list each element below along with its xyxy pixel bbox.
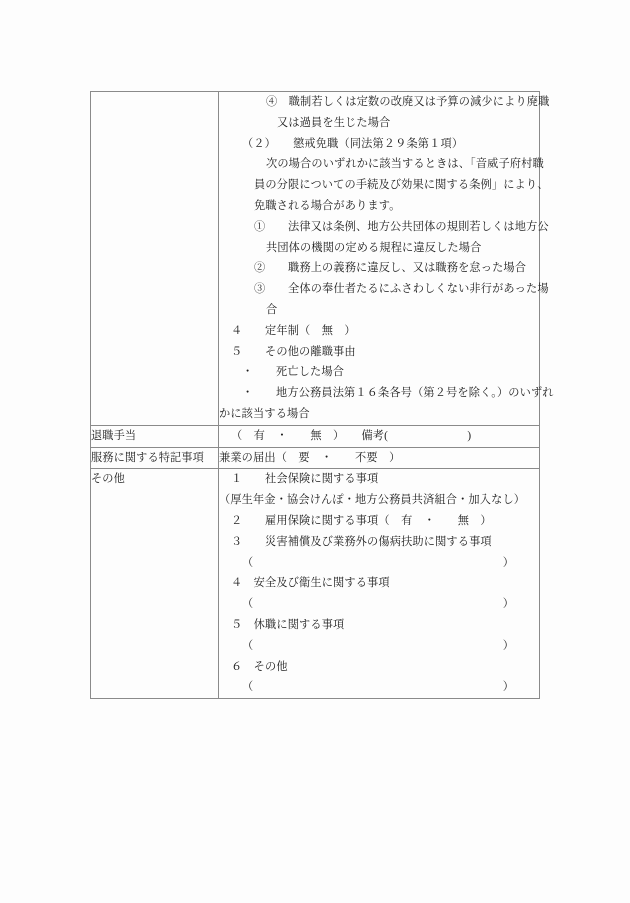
row-label-retirement-allowance: 退職手当: [91, 425, 219, 447]
row-content-service-special-notes: [219, 447, 540, 469]
content-line: 共団体の機関の定める規程に違反した場合: [266, 241, 482, 254]
content-line: ５ その他の離職事由: [231, 345, 356, 358]
content-line: （ ）: [242, 598, 515, 611]
row-content-retirement-allowance: [219, 425, 540, 447]
content-line: ・ 死亡した場合: [242, 366, 345, 379]
content-line: 又は過員を生じた場合: [277, 116, 391, 129]
content-line: ４ 安全及び衛生に関する事項: [231, 577, 390, 590]
content-line: 兼業の届出（ 要 ・ 不要 ）: [219, 451, 401, 464]
conditions-table: [90, 91, 554, 699]
content-line: ① 法律又は条例、地方公共団体の規則若しくは地方公: [254, 220, 549, 233]
row-label-service-special-notes: 服務に関する特記事項: [91, 447, 219, 469]
content-line: かに該当する場合: [219, 407, 310, 420]
row-content-separation-reasons-continued: [219, 92, 554, 426]
content-line: （ ）: [242, 556, 515, 569]
content-line: ６ その他: [231, 660, 288, 673]
content-line: （ 有 ・ 無 ） 備考( ): [231, 429, 472, 442]
table-row: [91, 425, 540, 447]
content-line: 次の場合のいずれかに該当するときは、「音威子府村職: [266, 158, 544, 171]
table-row: [91, 92, 540, 426]
row-label-separation-reasons-continued: [91, 92, 219, 426]
content-line: （ ）: [242, 681, 515, 694]
content-line: ２ 雇用保険に関する事項（ 有 ・ 無 ）: [231, 514, 492, 527]
content-line: ② 職務上の義務に違反し、又は職務を怠った場合: [254, 262, 527, 275]
content-line: （厚生年金・協会けんぽ・地方公務員共済組合・加入なし）: [219, 494, 526, 507]
table-row: [91, 469, 540, 699]
content-line: ・ 地方公務員法第１６条各号（第２号を除く。）のいずれ: [242, 387, 554, 400]
content-line: ③ 全体の奉仕者たるにふさわしくない非行があった場: [254, 283, 549, 296]
row-content-other-matters: [219, 469, 540, 699]
table-row: [91, 447, 540, 469]
content-line: （ ）: [242, 639, 515, 652]
content-line: 員の分限についての手続及び効果に関する条例」により、: [254, 179, 549, 192]
conditions-table-body: [91, 92, 554, 699]
content-line: １ 社会保険に関する事項: [231, 473, 379, 486]
content-line: ４ 定年制（ 無 ）: [231, 324, 356, 337]
content-line: ５ 休職に関する事項: [231, 618, 345, 631]
content-line: 免職される場合があります。: [254, 199, 401, 212]
content-line: 合: [266, 303, 278, 316]
content-line: （２） 懲戒免職（同法第２９条第１項）: [242, 137, 464, 150]
row-label-other-matters: その他: [91, 469, 219, 699]
content-line: ④ 職制若しくは定数の改廃又は予算の減少により廃職: [266, 96, 550, 108]
content-line: ３ 災害補償及び業務外の傷病扶助に関する事項: [231, 535, 492, 548]
